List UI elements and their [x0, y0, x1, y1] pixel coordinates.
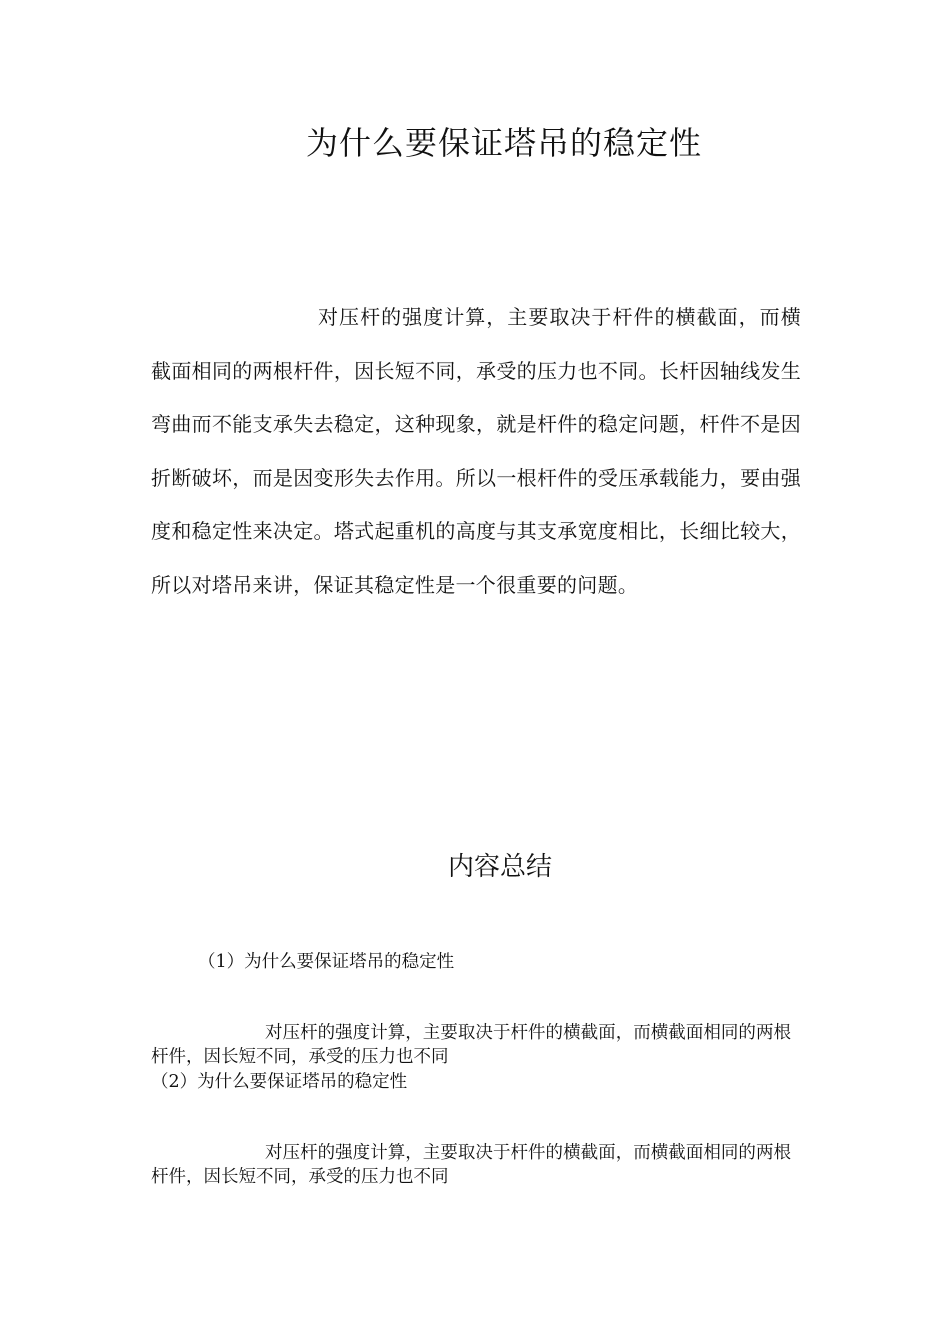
summary-item-body: 对压杆的强度计算，主要取决于杆件的横截面，而横截面相同的两根杆件，因长短不同，承受的压力也不同 — [151, 1023, 791, 1067]
document-title: 为什么要保证塔吊的稳定性 — [306, 124, 703, 162]
summary-item-heading: （2）为什么要保证塔吊的稳定性 — [151, 1072, 408, 1092]
summary-item-body: 对压杆的强度计算，主要取决于杆件的横截面，而横截面相同的两根杆件，因长短不同，承受的压力也不同 — [151, 1143, 791, 1187]
summary-title: 内容总结 — [448, 852, 553, 882]
main-paragraph: 对压杆的强度计算，主要取决于杆件的横截面，而横截面相同的两根杆件，因长短不同，承受的压力也不同。长杆因轴线发生弯曲而不能支承失去稳定，这种现象，就是杆件的稳定问题，杆件不是因折断破坏，而是因变形失去作用。所以一根杆件的受压承载能力，要由强度和稳定性来决定。塔式起重机的高度与其支承宽度相比，长细比较大，所以对塔吊来讲，保证其稳定性是一个很重要的问题。 — [151, 305, 801, 597]
summary-item-heading: （1）为什么要保证塔吊的稳定性 — [198, 952, 455, 972]
